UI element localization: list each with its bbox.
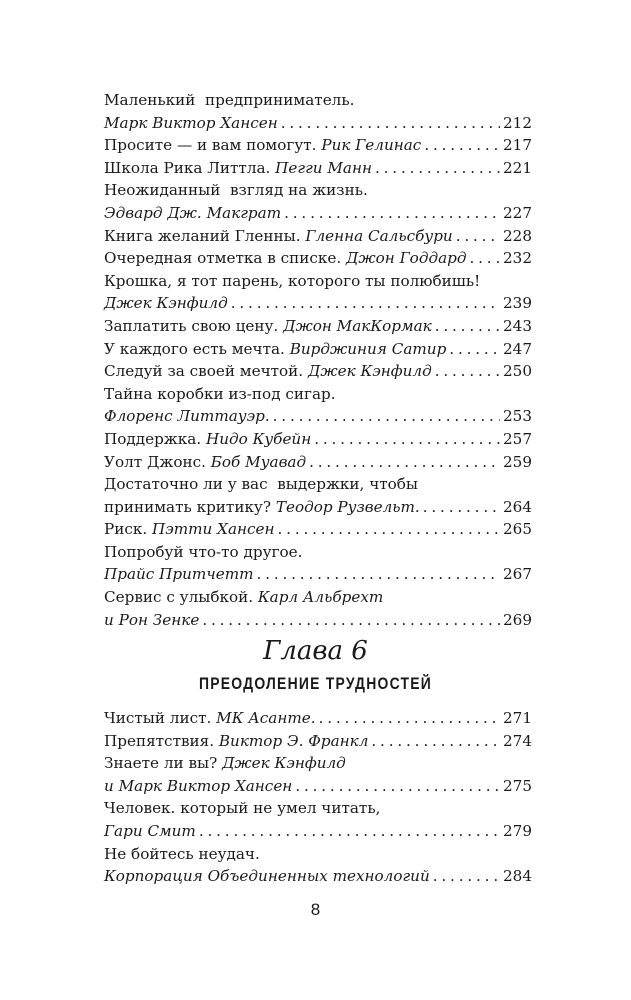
dot-leader [424,134,500,157]
entry-last-line [104,315,532,338]
toc-entry [104,451,532,474]
entry-last-line [104,247,532,270]
toc-entry [104,428,532,451]
entry-page-number: 257 [503,429,532,448]
dot-leader [257,563,500,586]
entry-title: Тайна коробки из-под сигар. [104,384,336,403]
toc-entry [104,586,532,631]
entry-page-number: 274 [503,731,532,750]
dot-leader [273,405,500,428]
entry-last-line [104,775,532,798]
toc-entry [104,315,532,338]
entry-author: Марк Виктор Хансен [104,113,278,132]
toc-entry [104,797,532,842]
toc-section-chapter-5 [104,89,532,631]
entry-author: Гленна Сальсбури [305,226,453,245]
entry-title: У каждого есть мечта. [104,339,290,358]
toc-section-chapter-6 [104,707,532,888]
entry-title: Крошка, я тот парень, которого ты полюбишь! [104,271,481,290]
entry-page-number: 275 [503,776,532,795]
entry-last-line [104,225,532,248]
entry-author: Пегги Манн [275,158,372,177]
toc-entry [104,730,532,753]
entry-page-number: 212 [503,113,532,132]
entry-author: Эдвард Дж. Макграт [104,203,282,222]
entry-page-number: 243 [503,316,532,335]
entry-last-line [104,820,532,843]
dot-leader [319,707,500,730]
entry-page-number: 232 [503,249,532,268]
entry-last-line [104,202,532,225]
dot-leader [278,518,500,541]
entry-title: Знаете ли вы? [104,754,223,773]
toc-entry [104,247,532,270]
entry-last-line [104,518,532,541]
entry-first-line [104,179,532,202]
entry-title: Человек. который не умел читать, [104,799,381,818]
entry-author: Корпорация Объединенных технологий [104,867,430,886]
entry-page-number: 284 [503,867,532,886]
entry-title: принимать критику? [104,497,276,516]
dot-leader [456,225,500,248]
entry-page-number: 259 [503,452,532,471]
toc-entry [104,707,532,730]
dot-leader [423,496,500,519]
entry-last-line [104,451,532,474]
entry-author: и Рон Зенке [104,610,200,629]
entry-last-line [104,338,532,361]
entry-title: Заплатить свою цену. [104,316,284,335]
toc-entry [104,473,532,518]
entry-title: Сервис с улыбкой. [104,588,258,607]
entry-last-line [104,730,532,753]
chapter-label: Глава 6 [263,636,368,666]
entry-last-line [104,428,532,451]
toc-entry [104,518,532,541]
toc-entry [104,752,532,797]
toc-entry [104,338,532,361]
entry-last-line [104,157,532,180]
entry-author: Теодор Рузвельт. [275,497,420,516]
dot-leader [284,202,500,225]
entry-title: Неожиданный взгляд на жизнь. [104,181,368,200]
entry-page-number: 265 [503,520,532,539]
entry-last-line [104,707,532,730]
entry-last-line [104,563,532,586]
entry-first-line [104,270,532,293]
entry-page-number: 279 [503,821,532,840]
entry-last-line [104,865,532,888]
entry-title: Следуй за своей мечтой. [104,362,308,381]
entry-last-line [104,496,532,519]
toc-entry [104,157,532,180]
entry-first-line [104,383,532,406]
entry-page-number: 264 [503,497,532,516]
entry-title: Просите — и вам помогут. [104,136,322,155]
entry-first-line [104,541,532,564]
dot-leader [281,112,500,135]
entry-author: Боб Муавад [210,452,307,471]
entry-author: Джек Кэнфилд [222,754,346,773]
entry-title: Поддержка. [104,429,206,448]
dot-leader [231,292,500,315]
dot-leader [449,338,500,361]
entry-page-number: 250 [503,362,532,381]
entry-author: Вирджиния Сатир [289,339,447,358]
toc-entry [104,383,532,428]
entry-last-line [104,360,532,383]
dot-leader [375,157,500,180]
dot-leader [435,315,500,338]
entry-author: Пэтти Хансен [152,520,275,539]
entry-title: Не бойтесь неудач. [104,844,260,863]
dot-leader [202,609,500,632]
toc-entry [104,360,532,383]
entry-page-number: 269 [503,610,532,629]
entry-author: Карл Альбрехт [257,588,384,607]
entry-last-line [104,609,532,632]
dot-leader [371,730,500,753]
entry-page-number: 228 [503,226,532,245]
entry-first-line [104,752,532,775]
page-number: 8 [310,900,321,919]
toc-entry [104,225,532,248]
toc-entry [104,179,532,224]
entry-last-line [104,292,532,315]
entry-page-number: 271 [503,709,532,727]
entry-author: МК Асанте. [216,709,316,727]
entry-author: Виктор Э. Франкл [218,731,369,750]
entry-title: Препятствия. [104,731,219,750]
toc-entry [104,134,532,157]
toc-entry [104,89,532,134]
toc-entry [104,270,532,315]
entry-author: Нидо Кубейн [205,429,312,448]
entry-last-line [104,405,532,428]
dot-leader [469,247,500,270]
dot-leader [435,360,500,383]
entry-first-line [104,797,532,820]
entry-page-number: 221 [503,158,532,177]
entry-author: Джек Кэнфилд [104,294,228,313]
entry-first-line [104,89,532,112]
toc-entry [104,843,532,888]
entry-title: Уолт Джонс. [104,452,211,471]
entry-first-line [104,843,532,866]
entry-page-number: 217 [503,136,532,155]
entry-page-number: 253 [503,407,532,426]
entry-title: Книга желаний Гленны. [104,226,306,245]
dot-leader [433,865,500,888]
entry-page-number: 227 [503,203,532,222]
chapter-title: ПРЕОДОЛЕНИЕ ТРУДНОСТЕЙ [198,674,433,693]
entry-title: Попробуй что-то другое. [104,542,303,561]
entry-title: Риск. [104,520,152,539]
entry-author: Гари Смит [104,821,196,840]
dot-leader [199,820,500,843]
entry-title: Школа Рика Литтла. [104,158,276,177]
entry-first-line [104,586,532,609]
entry-author: Флоренс Литтауэр. [104,407,270,426]
dot-leader [314,428,500,451]
dot-leader [309,451,500,474]
entry-title: Достаточно ли у вас выдержки, чтобы [104,475,419,494]
toc-entry [104,541,532,586]
entry-title: Очередная отметка в списке. [104,249,347,268]
entry-page-number: 239 [503,294,532,313]
entry-title: Маленький предприниматель. [104,91,355,109]
entry-author: Рик Гелинас [321,136,422,155]
entry-author: Джон МакКормак [283,316,432,335]
entry-title: Чистый лист. [104,709,217,727]
entry-first-line [104,473,532,496]
entry-last-line [104,112,532,135]
entry-author: Прайс Притчетт [104,565,254,584]
entry-author: Джон Годдард [346,249,467,268]
entry-last-line [104,134,532,157]
entry-page-number: 247 [503,339,532,358]
entry-author: и Марк Виктор Хансен [104,776,293,795]
entry-page-number: 267 [503,565,532,584]
dot-leader [295,775,500,798]
entry-author: Джек Кэнфилд [307,362,432,381]
